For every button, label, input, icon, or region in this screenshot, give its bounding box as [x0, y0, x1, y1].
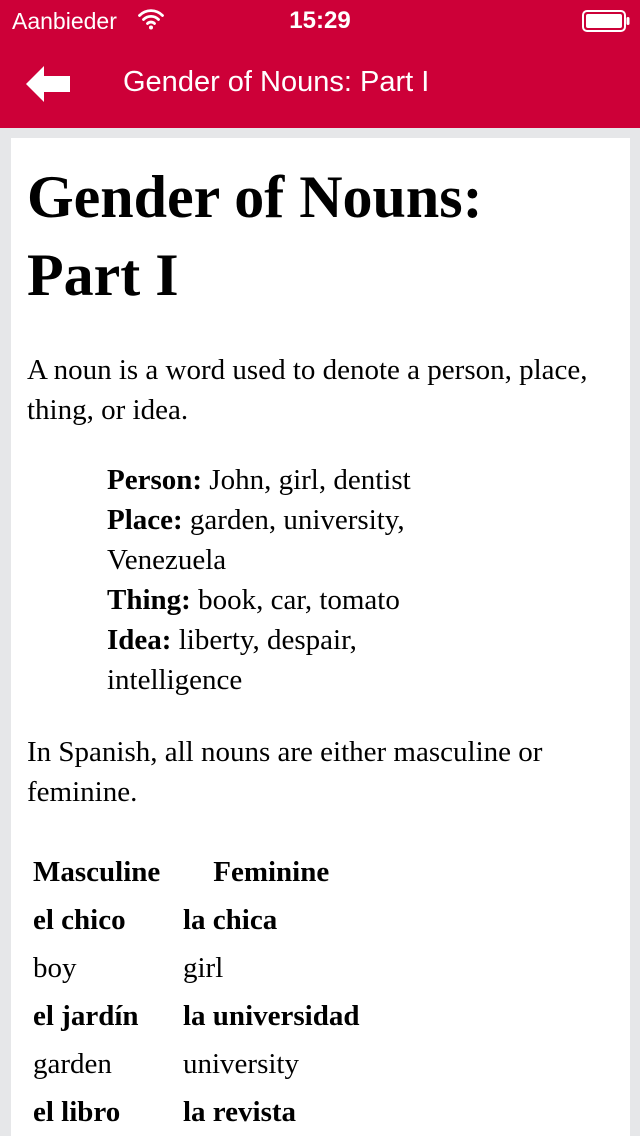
example-place: [107, 500, 467, 580]
nav-title: Gender of Nouns: Part I: [123, 66, 430, 98]
table-row: [27, 1040, 365, 1088]
table-row: [27, 896, 365, 944]
feminine-cell: la universidad: [183, 999, 360, 1032]
table-row: [27, 1088, 365, 1136]
feminine-cell: la chica: [183, 903, 278, 936]
status-bar: [0, 0, 640, 40]
nav-bar: [0, 40, 640, 128]
feminine-cell: la revista: [183, 1095, 297, 1128]
gender-table: [27, 848, 365, 1136]
page-title: Gender of Nouns: Part I: [27, 164, 483, 308]
feminine-cell: university: [183, 1047, 299, 1080]
feminine-cell: girl: [183, 951, 224, 984]
table-row: [27, 992, 365, 1040]
example-person: [107, 460, 467, 500]
example-text: book, car, tomato: [190, 584, 400, 616]
example-text: garden, university, Venezuela: [107, 504, 405, 576]
example-text: liberty, despair, intelligence: [107, 624, 357, 696]
example-term: Thing:: [107, 584, 191, 616]
example-text: John, girl, dentist: [202, 464, 411, 496]
status-time: 15:29: [289, 7, 351, 34]
back-arrow-icon: [24, 58, 88, 110]
table-header-row: [27, 848, 365, 896]
example-term: Idea:: [107, 624, 172, 656]
example-thing: [107, 580, 467, 620]
example-idea: [107, 620, 467, 700]
intro-paragraph: A noun is a word used to denote a person, place, thing, or idea.: [27, 354, 588, 426]
masculine-cell: boy: [33, 951, 77, 984]
header-masculine: Masculine: [33, 855, 161, 888]
noun-examples: [107, 460, 467, 700]
gender-paragraph: In Spanish, all nouns are either masculine or feminine.: [27, 736, 543, 808]
carrier-label: Aanbieder: [12, 8, 117, 34]
masculine-cell: el jardín: [33, 999, 139, 1032]
example-term: Person:: [107, 464, 203, 496]
masculine-cell: el chico: [33, 903, 126, 936]
header: [0, 0, 640, 128]
article-content: [11, 138, 630, 1136]
battery-icon: [582, 10, 630, 32]
masculine-cell: el libro: [33, 1095, 121, 1128]
example-term: Place:: [107, 504, 183, 536]
masculine-cell: garden: [33, 1047, 112, 1080]
table-row: [27, 944, 365, 992]
header-feminine: Feminine: [213, 855, 330, 888]
back-button[interactable]: [24, 58, 88, 110]
